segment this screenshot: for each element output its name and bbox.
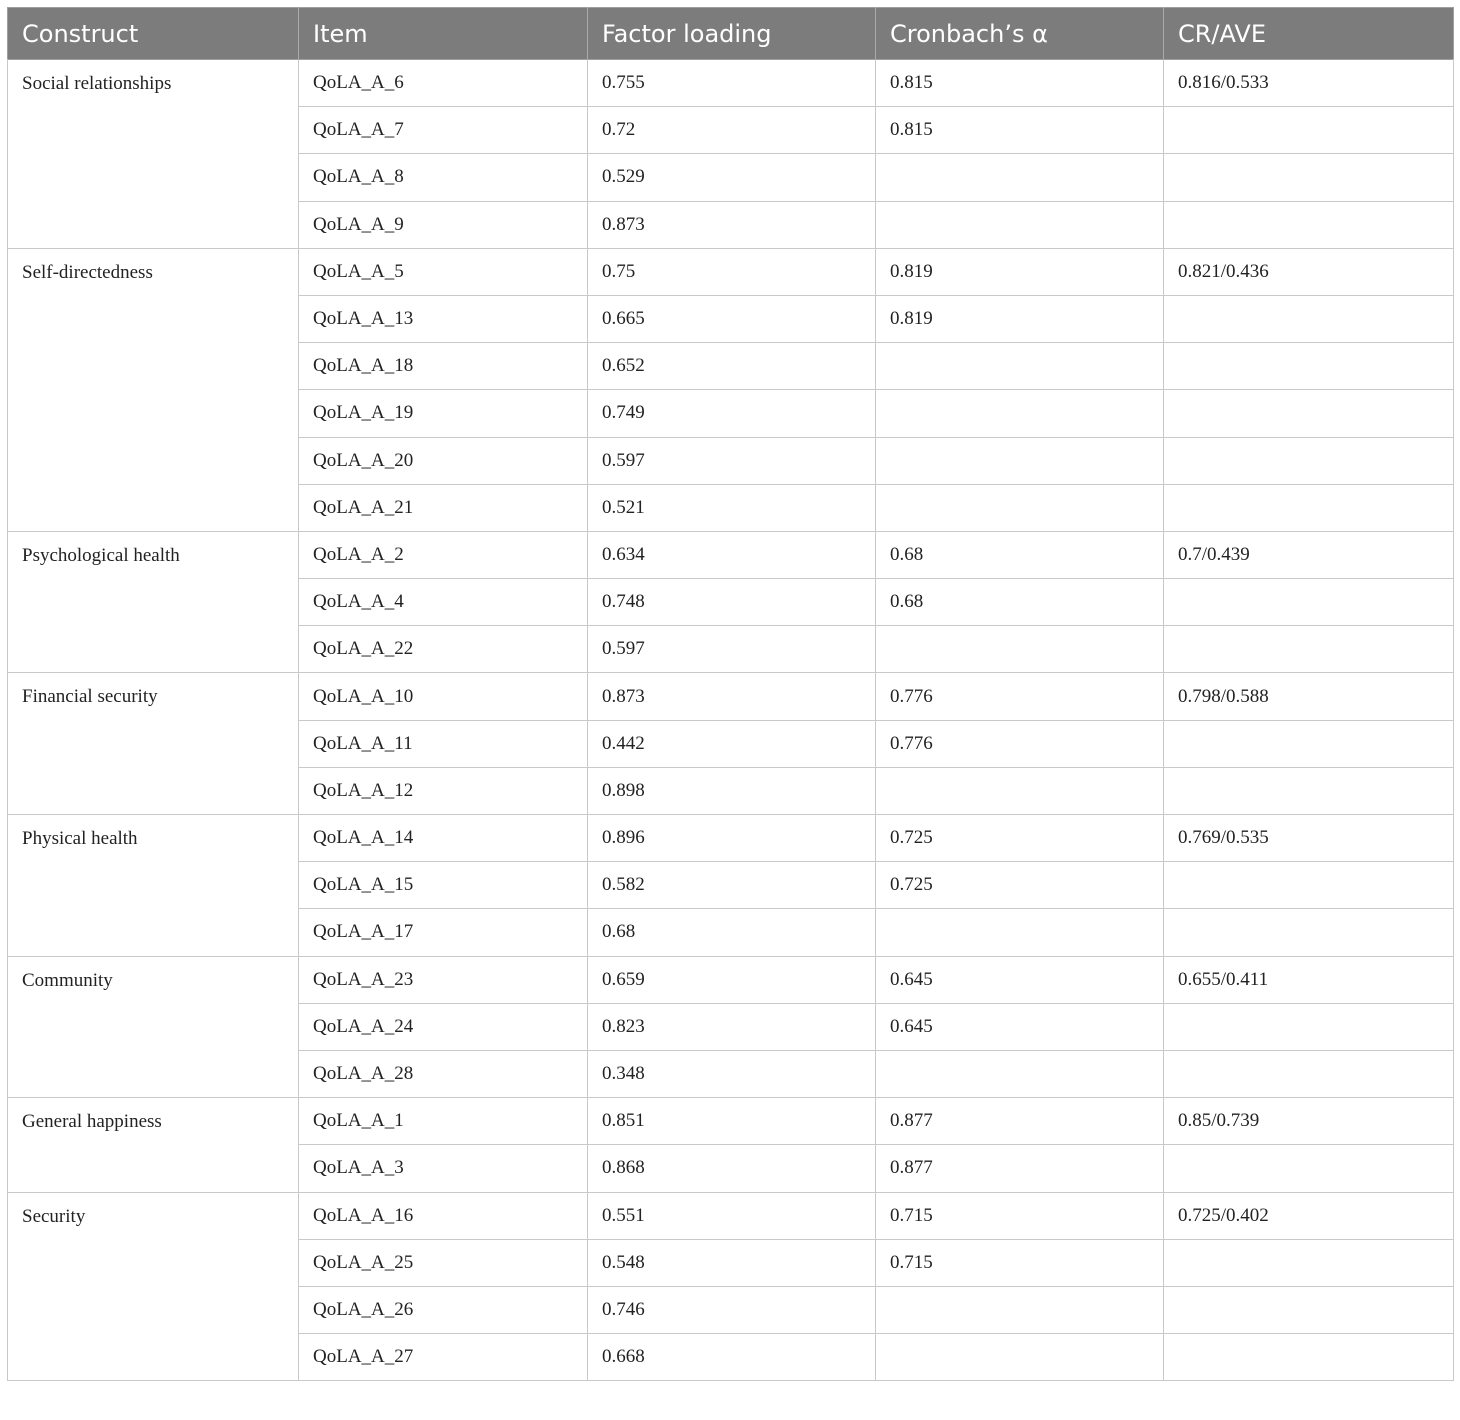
factor-loading-cell: 0.652 (588, 343, 876, 390)
cr-ave-cell: 0.798/0.588 (1164, 673, 1454, 720)
factor-loading-cell: 0.668 (588, 1334, 876, 1381)
cronbach-alpha-cell: 0.776 (876, 673, 1164, 720)
cronbach-alpha-cell (876, 909, 1164, 956)
factor-loading-cell: 0.659 (588, 956, 876, 1003)
cronbach-alpha-cell: 0.715 (876, 1239, 1164, 1286)
item-cell: QoLA_A_20 (299, 437, 588, 484)
item-cell: QoLA_A_24 (299, 1003, 588, 1050)
cr-ave-cell: 0.816/0.533 (1164, 60, 1454, 107)
item-cell: QoLA_A_27 (299, 1334, 588, 1381)
item-cell: QoLA_A_14 (299, 815, 588, 862)
construct-cell: General happiness (8, 1098, 299, 1192)
factor-loading-cell: 0.521 (588, 484, 876, 531)
cr-ave-cell (1164, 107, 1454, 154)
table-row (8, 60, 1454, 107)
table-row (8, 673, 1454, 720)
cronbach-alpha-cell (876, 437, 1164, 484)
item-cell: QoLA_A_1 (299, 1098, 588, 1145)
cronbach-alpha-cell (876, 201, 1164, 248)
construct-cell: Social relationships (8, 60, 299, 249)
factor-loading-cell: 0.68 (588, 909, 876, 956)
cr-ave-cell: 0.7/0.439 (1164, 531, 1454, 578)
reliability-table (7, 7, 1454, 1381)
factor-loading-cell: 0.898 (588, 767, 876, 814)
cronbach-alpha-cell: 0.877 (876, 1098, 1164, 1145)
cr-ave-cell (1164, 201, 1454, 248)
factor-loading-cell: 0.896 (588, 815, 876, 862)
factor-loading-cell: 0.529 (588, 154, 876, 201)
item-cell: QoLA_A_18 (299, 343, 588, 390)
factor-loading-cell: 0.597 (588, 437, 876, 484)
table-body (8, 60, 1454, 1381)
cr-ave-cell (1164, 390, 1454, 437)
factor-loading-cell: 0.755 (588, 60, 876, 107)
cr-ave-cell: 0.655/0.411 (1164, 956, 1454, 1003)
factor-loading-cell: 0.72 (588, 107, 876, 154)
factor-loading-cell: 0.75 (588, 248, 876, 295)
factor-loading-cell: 0.873 (588, 201, 876, 248)
construct-cell: Financial security (8, 673, 299, 815)
header-row (8, 8, 1454, 60)
item-cell: QoLA_A_7 (299, 107, 588, 154)
item-cell: QoLA_A_26 (299, 1286, 588, 1333)
cr-ave-cell (1164, 154, 1454, 201)
cronbach-alpha-cell: 0.815 (876, 107, 1164, 154)
cronbach-alpha-cell: 0.715 (876, 1192, 1164, 1239)
header-factor-loading: Factor loading (588, 8, 876, 60)
cronbach-alpha-cell: 0.815 (876, 60, 1164, 107)
cronbach-alpha-cell (876, 484, 1164, 531)
item-cell: QoLA_A_8 (299, 154, 588, 201)
header-cronbach-alpha: Cronbach’s α (876, 8, 1164, 60)
item-cell: QoLA_A_2 (299, 531, 588, 578)
item-cell: QoLA_A_9 (299, 201, 588, 248)
header-item: Item (299, 8, 588, 60)
table-header (8, 8, 1454, 60)
cr-ave-cell (1164, 909, 1454, 956)
cronbach-alpha-cell (876, 767, 1164, 814)
header-construct: Construct (8, 8, 299, 60)
cr-ave-cell (1164, 626, 1454, 673)
table-row (8, 1098, 1454, 1145)
construct-cell: Security (8, 1192, 299, 1381)
header-cr-ave: CR/AVE (1164, 8, 1454, 60)
cr-ave-cell (1164, 1334, 1454, 1381)
cr-ave-cell: 0.769/0.535 (1164, 815, 1454, 862)
factor-loading-cell: 0.634 (588, 531, 876, 578)
item-cell: QoLA_A_21 (299, 484, 588, 531)
item-cell: QoLA_A_28 (299, 1050, 588, 1097)
factor-loading-cell: 0.548 (588, 1239, 876, 1286)
cr-ave-cell (1164, 1003, 1454, 1050)
cr-ave-cell (1164, 1286, 1454, 1333)
cr-ave-cell (1164, 343, 1454, 390)
cronbach-alpha-cell: 0.68 (876, 531, 1164, 578)
cronbach-alpha-cell: 0.725 (876, 862, 1164, 909)
factor-loading-cell: 0.873 (588, 673, 876, 720)
construct-cell: Self-directedness (8, 248, 299, 531)
construct-cell: Community (8, 956, 299, 1098)
cr-ave-cell (1164, 720, 1454, 767)
item-cell: QoLA_A_13 (299, 295, 588, 342)
factor-loading-cell: 0.746 (588, 1286, 876, 1333)
factor-loading-cell: 0.582 (588, 862, 876, 909)
factor-loading-cell: 0.823 (588, 1003, 876, 1050)
cronbach-alpha-cell: 0.68 (876, 579, 1164, 626)
factor-loading-cell: 0.348 (588, 1050, 876, 1097)
table-container (7, 7, 1453, 1381)
cr-ave-cell (1164, 1145, 1454, 1192)
cr-ave-cell (1164, 437, 1454, 484)
cr-ave-cell (1164, 579, 1454, 626)
table-row (8, 248, 1454, 295)
cr-ave-cell: 0.725/0.402 (1164, 1192, 1454, 1239)
table-row (8, 531, 1454, 578)
factor-loading-cell: 0.442 (588, 720, 876, 767)
cronbach-alpha-cell: 0.877 (876, 1145, 1164, 1192)
table-row (8, 1192, 1454, 1239)
cronbach-alpha-cell: 0.819 (876, 295, 1164, 342)
cronbach-alpha-cell (876, 390, 1164, 437)
cronbach-alpha-cell: 0.645 (876, 956, 1164, 1003)
cr-ave-cell: 0.85/0.739 (1164, 1098, 1454, 1145)
item-cell: QoLA_A_22 (299, 626, 588, 673)
factor-loading-cell: 0.749 (588, 390, 876, 437)
construct-cell: Physical health (8, 815, 299, 957)
item-cell: QoLA_A_19 (299, 390, 588, 437)
cronbach-alpha-cell: 0.776 (876, 720, 1164, 767)
cr-ave-cell (1164, 295, 1454, 342)
cronbach-alpha-cell (876, 343, 1164, 390)
cr-ave-cell (1164, 767, 1454, 814)
cronbach-alpha-cell (876, 1286, 1164, 1333)
item-cell: QoLA_A_4 (299, 579, 588, 626)
cronbach-alpha-cell (876, 1050, 1164, 1097)
item-cell: QoLA_A_6 (299, 60, 588, 107)
item-cell: QoLA_A_17 (299, 909, 588, 956)
factor-loading-cell: 0.748 (588, 579, 876, 626)
factor-loading-cell: 0.665 (588, 295, 876, 342)
cronbach-alpha-cell (876, 1334, 1164, 1381)
cronbach-alpha-cell (876, 154, 1164, 201)
factor-loading-cell: 0.868 (588, 1145, 876, 1192)
item-cell: QoLA_A_10 (299, 673, 588, 720)
cr-ave-cell (1164, 1239, 1454, 1286)
cronbach-alpha-cell: 0.725 (876, 815, 1164, 862)
item-cell: QoLA_A_12 (299, 767, 588, 814)
factor-loading-cell: 0.851 (588, 1098, 876, 1145)
cr-ave-cell (1164, 484, 1454, 531)
factor-loading-cell: 0.551 (588, 1192, 876, 1239)
cronbach-alpha-cell: 0.645 (876, 1003, 1164, 1050)
table-row (8, 815, 1454, 862)
cronbach-alpha-cell (876, 626, 1164, 673)
cr-ave-cell (1164, 1050, 1454, 1097)
item-cell: QoLA_A_16 (299, 1192, 588, 1239)
item-cell: QoLA_A_25 (299, 1239, 588, 1286)
cr-ave-cell: 0.821/0.436 (1164, 248, 1454, 295)
cr-ave-cell (1164, 862, 1454, 909)
item-cell: QoLA_A_23 (299, 956, 588, 1003)
factor-loading-cell: 0.597 (588, 626, 876, 673)
item-cell: QoLA_A_3 (299, 1145, 588, 1192)
table-row (8, 956, 1454, 1003)
cronbach-alpha-cell: 0.819 (876, 248, 1164, 295)
item-cell: QoLA_A_5 (299, 248, 588, 295)
construct-cell: Psychological health (8, 531, 299, 673)
item-cell: QoLA_A_11 (299, 720, 588, 767)
item-cell: QoLA_A_15 (299, 862, 588, 909)
